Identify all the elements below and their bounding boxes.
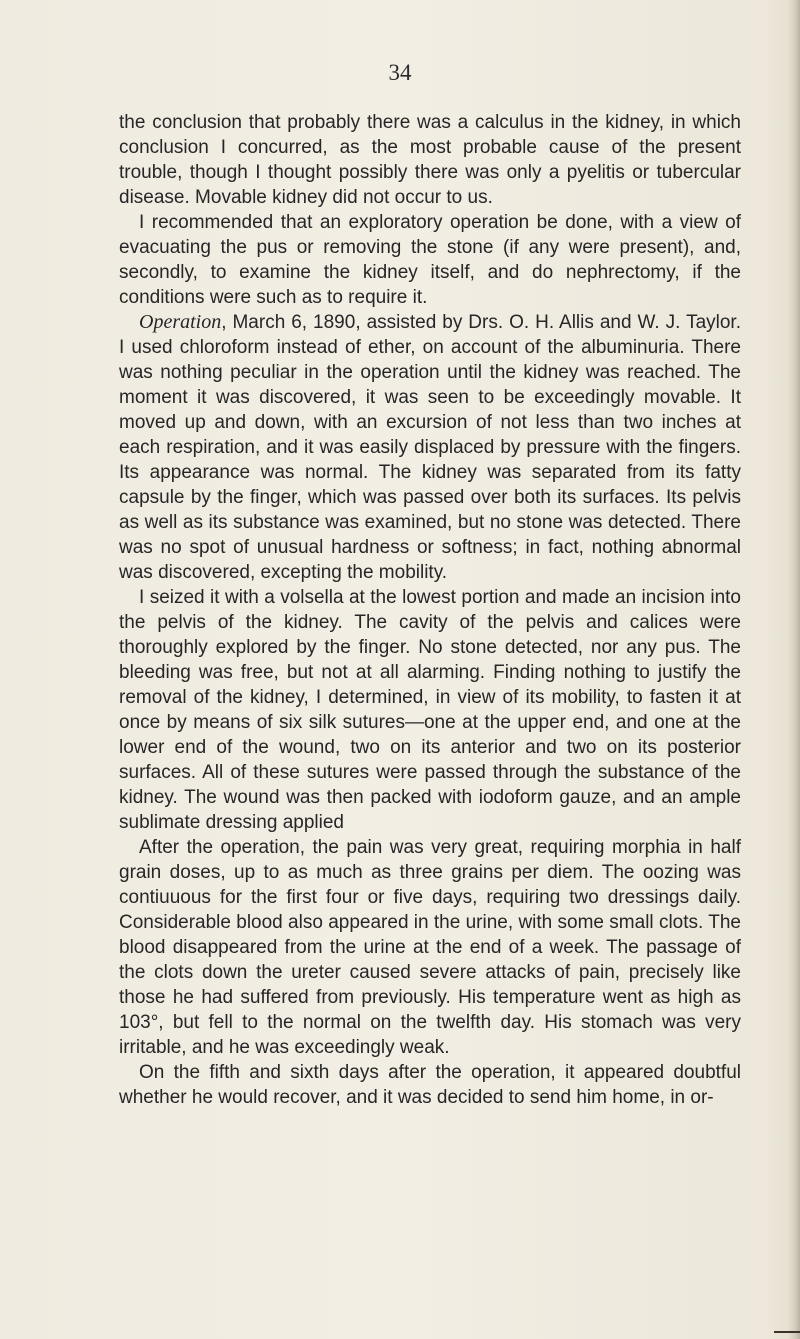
paragraph-2: I recommended that an exploratory operation be done, with a view of evacuating the pus or removing the stone (if any were present), and, secondly, to examine the kidney itself, and do nephrectomy, if the conditions were such as to require it.: [119, 212, 741, 308]
body-text: [119, 110, 741, 1110]
page-edge-shadow: [788, 0, 800, 1339]
paragraph-5: After the operation, the pain was very great, requiring morphia in half grain doses, up to as much as three grains per diem. The oozing was contiuuous for the first four or five days, requiring two dressings daily. Considerable blood also appeared in the urine, with some small clots. The blood disappeared from the urine at the end of a week. The passage of the clots down the ureter caused severe attacks of pain, precisely like those he had suffered from previously. His temperature went as high as 103°, but fell to the normal on the twelfth day. His stomach was very irritable, and he was exceedingly weak.: [119, 837, 741, 1058]
page-corner-rule: [774, 1331, 800, 1333]
paragraph-1: the conclusion that probably there was a calculus in the kidney, in which conclusion I concurred, as the most probable cause of the present trouble, though I thought possibly there was only a pyelitis or tubercular disease. Movable kidney did not occur to us.: [119, 112, 741, 208]
paragraph-3: [119, 310, 741, 585]
paragraph-4: I seized it with a volsella at the lowest portion and made an incision into the pelvis of the kidney. The cavity of the pelvis and calices were thoroughly explored by the finger. No stone detected, nor any pus. The bleeding was free, but not at all alarming. Finding nothing to justify the removal of the kidney, I determined, in view of its mobility, to fasten it at once by means of six silk sutures—one at the upper end, and one at the lower end of the wound, two on its anterior and two on its posterior surfaces. All of these sutures were passed through the substance of the kidney. The wound was then packed with iodoform gauze, and an ample sublimate dressing applied: [119, 587, 741, 833]
page-number: 34: [388, 60, 412, 85]
operation-heading: Operation: [139, 311, 222, 333]
paragraph-6: On the fifth and sixth days after the operation, it appeared doubtful whether he would recover, and it was decided to send him home, in or-: [119, 1062, 741, 1108]
paragraph-3-text: , March 6, 1890, assisted by Drs. O. H. Allis and W. J. Taylor. I used chloroform instead of ether, on account of the albuminuria. There was nothing peculiar in the operation until the kidney was reached. The moment it was discovered, it was seen to be exceedingly movable. It moved up and down, with an excursion of not less than two inches at each respiration, and it was easily displaced by pressure with the fingers. Its appearance was normal. The kidney was separated from its fatty capsule by the finger, which was passed over both its surfaces. Its pelvis as well as its substance was examined, but no stone was detected. There was no spot of unusual hardness or softness; in fact, nothing abnormal was discovered, excepting the mobility.: [119, 312, 741, 583]
